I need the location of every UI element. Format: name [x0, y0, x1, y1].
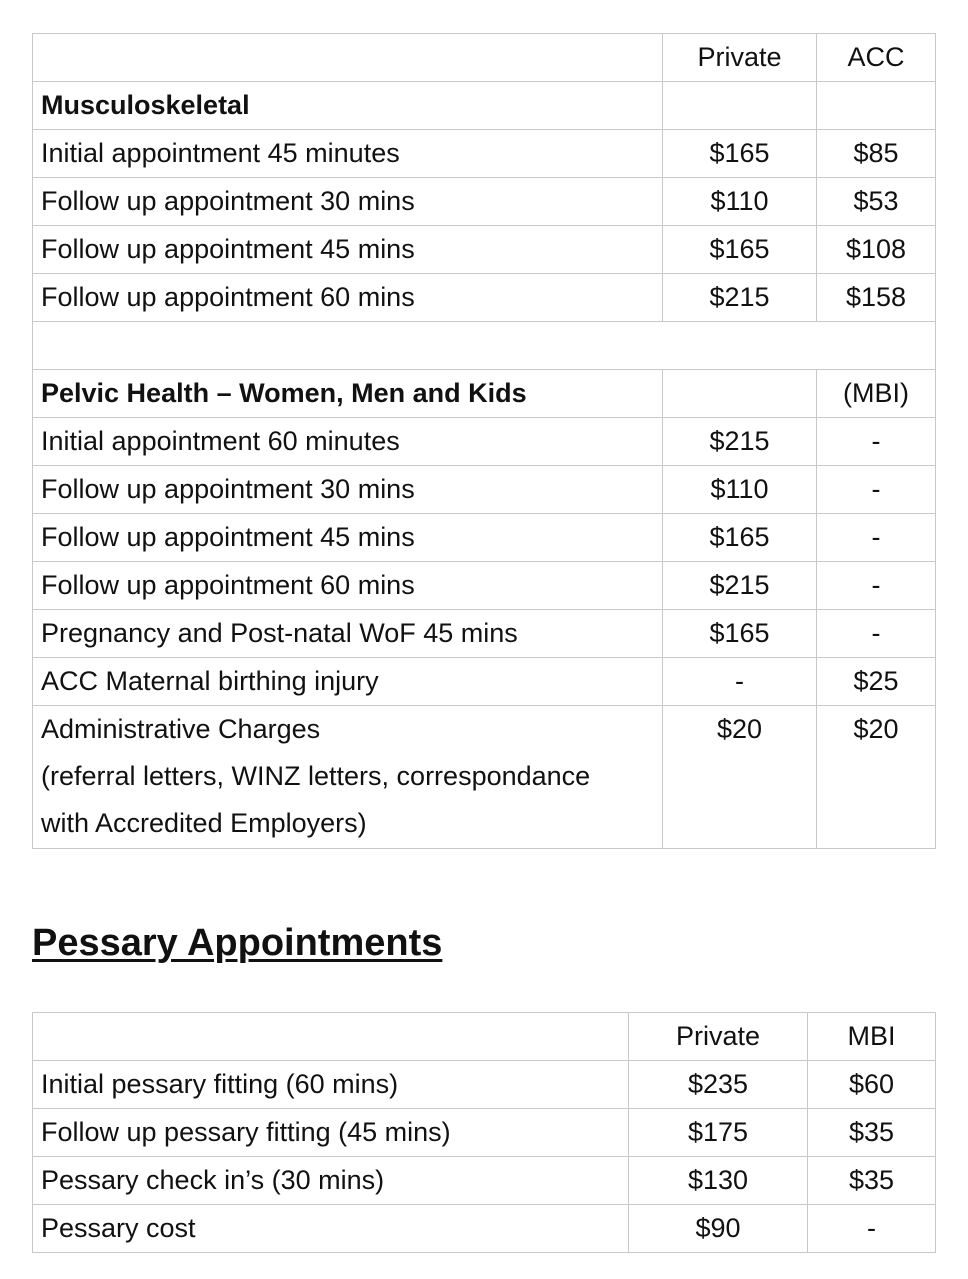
admin-private-price: $20 [663, 706, 817, 849]
table-row [33, 610, 936, 658]
admin-charges-note-line2: with Accredited Employers) [41, 808, 367, 838]
section-title-musculoskeletal: Musculoskeletal [33, 82, 663, 130]
section-header-row [33, 370, 936, 418]
admin-charges-title: Administrative Charges [41, 714, 321, 744]
table-row [33, 1157, 936, 1205]
mbi-label: (MBI) [817, 370, 936, 418]
fees-table [32, 33, 936, 849]
row-mbi-price: $35 [808, 1109, 936, 1157]
table-row [33, 130, 936, 178]
row-private-price: $215 [663, 418, 817, 466]
table-row [33, 466, 936, 514]
row-label: Follow up appointment 45 mins [33, 226, 663, 274]
empty-cell [663, 370, 817, 418]
row-private-price: $130 [629, 1157, 808, 1205]
row-acc-price: - [817, 562, 936, 610]
row-mbi-price: - [808, 1205, 936, 1253]
section-header-row [33, 82, 936, 130]
empty-cell [663, 82, 817, 130]
row-mbi-price: $35 [808, 1157, 936, 1205]
row-private-price: $165 [663, 514, 817, 562]
header-empty-cell [33, 34, 663, 82]
table-row [33, 1061, 936, 1109]
row-private-price: $235 [629, 1061, 808, 1109]
table-row [33, 418, 936, 466]
table-header-row [33, 1013, 936, 1061]
row-private-price: $165 [663, 130, 817, 178]
row-label: Follow up appointment 30 mins [33, 466, 663, 514]
table-row [33, 658, 936, 706]
row-label: Follow up appointment 60 mins [33, 274, 663, 322]
header-acc: ACC [817, 34, 936, 82]
admin-charges-cell [33, 706, 663, 849]
row-acc-price: $158 [817, 274, 936, 322]
row-label: Pessary check in’s (30 mins) [33, 1157, 629, 1205]
row-private-price: $110 [663, 178, 817, 226]
admin-charges-row [33, 706, 936, 849]
pessary-table [32, 1012, 936, 1253]
row-acc-price: $25 [817, 658, 936, 706]
table-row [33, 1205, 936, 1253]
header-mbi: MBI [808, 1013, 936, 1061]
section-title-pelvic-health: Pelvic Health – Women, Men and Kids [33, 370, 663, 418]
row-label: Pessary cost [33, 1205, 629, 1253]
row-acc-price: - [817, 514, 936, 562]
table-row [33, 226, 936, 274]
row-private-price: $110 [663, 466, 817, 514]
header-empty-cell [33, 1013, 629, 1061]
table-row [33, 1109, 936, 1157]
row-acc-price: $53 [817, 178, 936, 226]
row-private-price: $165 [663, 610, 817, 658]
row-label: Follow up pessary fitting (45 mins) [33, 1109, 629, 1157]
table-row [33, 514, 936, 562]
header-private: Private [663, 34, 817, 82]
row-label: Follow up appointment 60 mins [33, 562, 663, 610]
row-private-price: $90 [629, 1205, 808, 1253]
spacer-row [33, 322, 936, 370]
admin-charges-note-line1: (referral letters, WINZ letters, correspondance [41, 761, 591, 791]
row-label: Pregnancy and Post-natal WoF 45 mins [33, 610, 663, 658]
row-acc-price: $108 [817, 226, 936, 274]
row-acc-price: - [817, 466, 936, 514]
row-label: Initial pessary fitting (60 mins) [33, 1061, 629, 1109]
row-private-price: $165 [663, 226, 817, 274]
row-private-price: $215 [663, 274, 817, 322]
admin-acc-price: $20 [817, 706, 936, 849]
row-acc-price: - [817, 610, 936, 658]
header-private: Private [629, 1013, 808, 1061]
spacer-cell [33, 322, 936, 370]
table-row [33, 274, 936, 322]
table-row [33, 562, 936, 610]
table-row [33, 178, 936, 226]
row-label: ACC Maternal birthing injury [33, 658, 663, 706]
row-private-price: $215 [663, 562, 817, 610]
row-private-price: $175 [629, 1109, 808, 1157]
row-acc-price: $85 [817, 130, 936, 178]
table-header-row [33, 34, 936, 82]
row-mbi-price: $60 [808, 1061, 936, 1109]
row-label: Initial appointment 45 minutes [33, 130, 663, 178]
row-label: Initial appointment 60 minutes [33, 418, 663, 466]
row-acc-price: - [817, 418, 936, 466]
row-private-price: - [663, 658, 817, 706]
row-label: Follow up appointment 30 mins [33, 178, 663, 226]
pessary-heading: Pessary Appointments [32, 922, 443, 964]
empty-cell [817, 82, 936, 130]
row-label: Follow up appointment 45 mins [33, 514, 663, 562]
